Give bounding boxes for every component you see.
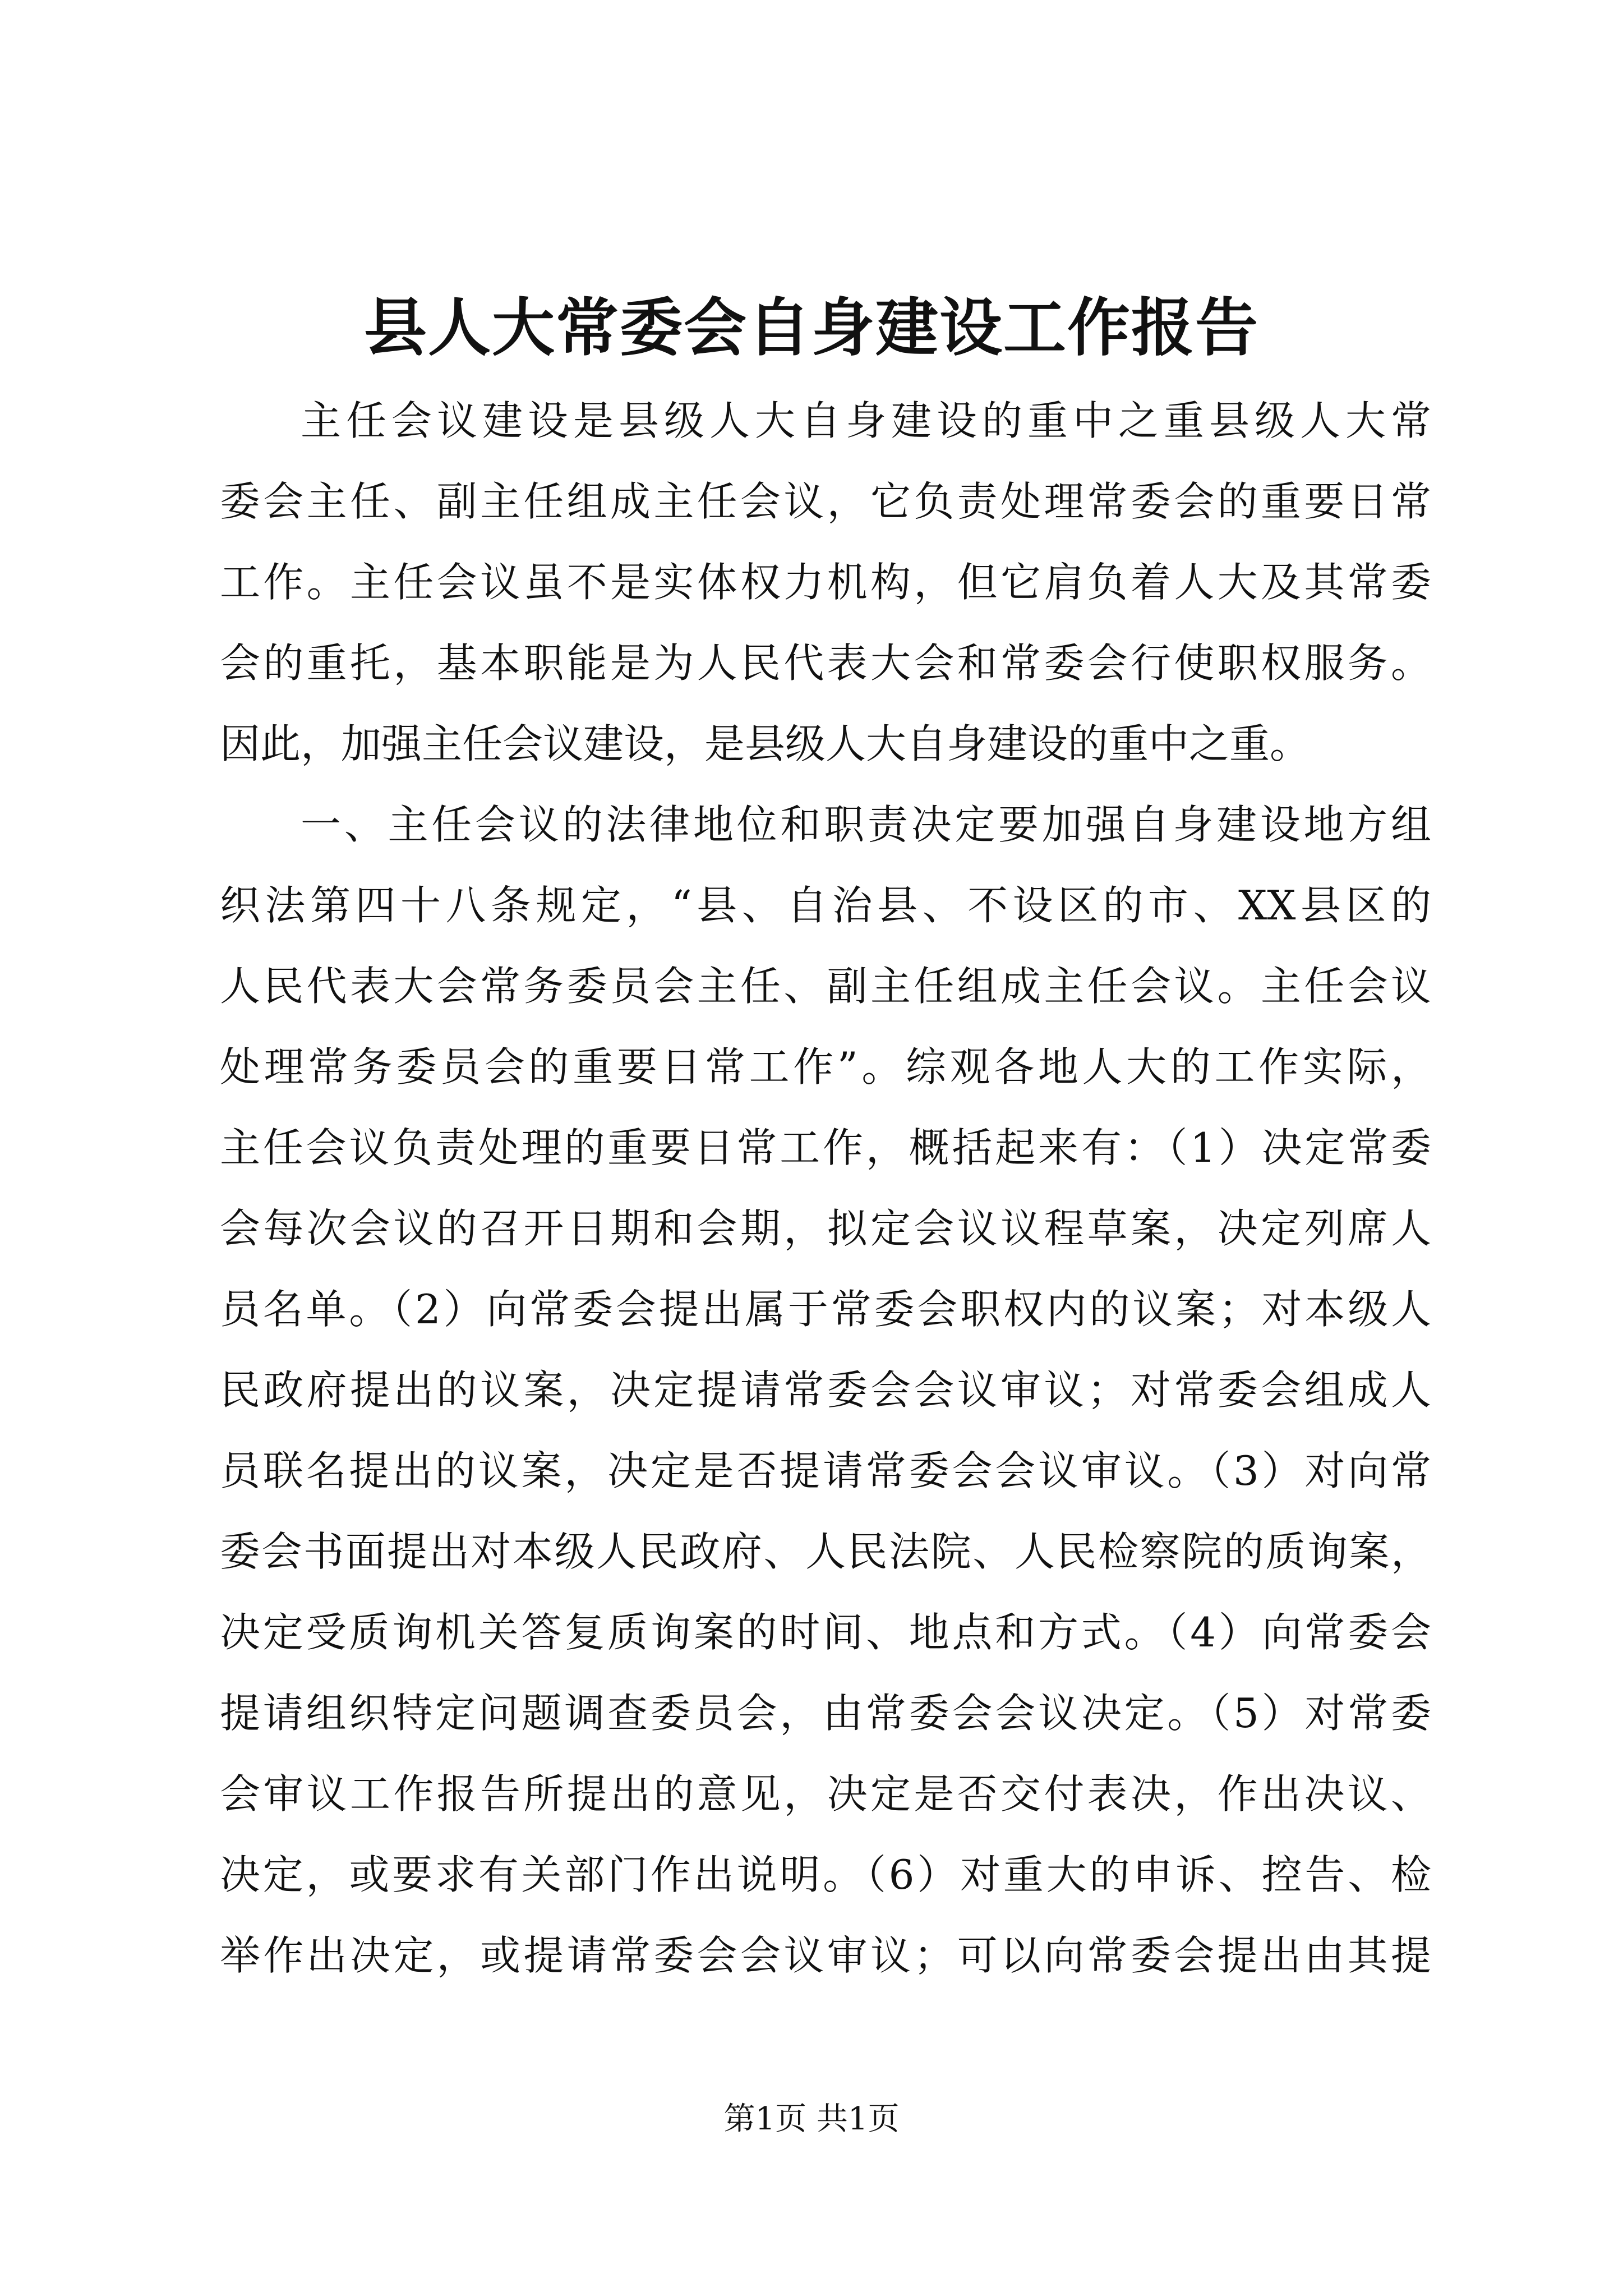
body-line: 会审议工作报告所提出的意见，决定是否交付表决，作出决议、 [220,1770,1431,1818]
body-line: 会的重托，基本职能是为人民代表大会和常委会行使职权服务。 [220,639,1431,687]
body-line: 一、主任会议的法律地位和职责决定要加强自身建设地方组 [301,801,1431,848]
body-line: 提请组织特定问题调查委员会，由常委会会议决定。（5）对常委 [220,1690,1431,1737]
body-line: 民政府提出的议案，决定提请常委会会议审议；对常委会组成人 [220,1366,1431,1414]
body-line: 决定受质询机关答复质询案的时间、地点和方式。（4）向常委会 [220,1609,1431,1656]
page-footer: 第1页 共1页 [723,2101,900,2137]
body-line: 员联名提出的议案，决定是否提请常委会会议审议。（3）对向常 [220,1447,1431,1494]
body-line: 会每次会议的召开日期和会期，拟定会议议程草案，决定列席人 [220,1205,1431,1252]
document-title: 县人大常委会自身建设工作报告 [364,291,1259,365]
body-line: 织法第四十八条规定，“县、自治县、不设区的市、XX县区的 [220,882,1431,929]
body-line: 决定，或要求有关部门作出说明。（6）对重大的申诉、控告、检 [220,1851,1431,1898]
body-line: 委会主任、副主任组成主任会议，它负责处理常委会的重要日常 [220,478,1431,525]
body-line: 举作出决定，或提请常委会会议审议；可以向常委会提出由其提 [220,1932,1431,1979]
body-line: 工作。主任会议虽不是实体权力机构，但它肩负着人大及其常委 [220,559,1431,606]
body-line: 主任会议负责处理的重要日常工作，概括起来有：（1）决定常委 [220,1124,1431,1171]
body-line: 主任会议建设是县级人大自身建设的重中之重县级人大常 [301,397,1431,444]
body-line: 人民代表大会常务委员会主任、副主任组成主任会议。主任会议 [220,963,1431,1010]
body-line: 因此，加强主任会议建设，是县级人大自身建设的重中之重。 [220,720,1311,767]
body-line: 员名单。（2）向常委会提出属于常委会职权内的议案；对本级人 [220,1286,1431,1333]
body-line: 处理常务委员会的重要日常工作”。综观各地人大的工作实际， [220,1043,1431,1091]
body-line: 委会书面提出对本级人民政府、人民法院、人民检察院的质询案， [220,1528,1431,1575]
